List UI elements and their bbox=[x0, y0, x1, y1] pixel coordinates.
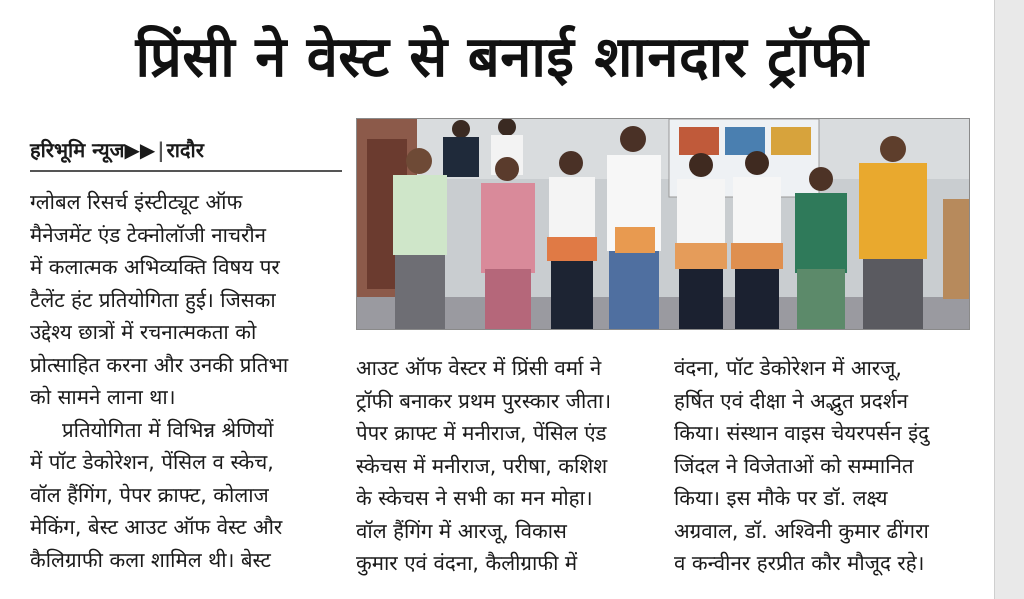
byline-place: रादौर bbox=[166, 138, 204, 162]
article-line: मैनेजमेंट एंड टेक्नोलॉजी नाचरौन bbox=[30, 222, 267, 247]
article-line: हर्षित एवं दीक्षा ने अद्भुत प्रदर्शन bbox=[674, 388, 909, 413]
article-line: किया। संस्थान वाइस चेयरपर्सन इंदु bbox=[674, 421, 930, 445]
article-line: कैलिग्राफी कला शामिल थी। बेस्ट bbox=[30, 547, 271, 572]
article-line: में कलात्मक अभिव्यक्ति विषय पर bbox=[30, 255, 280, 279]
article-line: में पॉट डेकोरेशन, पेंसिल व स्केच, bbox=[30, 450, 274, 474]
article-line: वंदना, पॉट डेकोरेशन में आरजू, bbox=[674, 356, 902, 380]
article-line: वॉल हैंगिंग, पेपर क्राफ्ट, कोलाज bbox=[30, 482, 269, 507]
article-line: आउट ऑफ वेस्टर में प्रिंसी वर्मा ने bbox=[356, 356, 602, 380]
article-line: मेकिंग, बेस्ट आउट ऑफ वेस्ट और bbox=[30, 515, 283, 539]
article-line: उद्देश्य छात्रों में रचनात्मकता को bbox=[30, 320, 257, 344]
news-photo bbox=[356, 118, 970, 330]
article-line: व कन्वीनर हरप्रीत कौर मौजूद रहे। bbox=[674, 551, 925, 575]
group-photo-icon bbox=[357, 119, 969, 329]
article-line: के स्केचस ने सभी का मन मोहा। bbox=[356, 486, 593, 510]
article-line: प्रतियोगिता में विभिन्न श्रेणियों bbox=[62, 417, 274, 442]
byline-divider: | bbox=[157, 138, 165, 162]
article-column-1 bbox=[30, 186, 338, 576]
article-line: को सामने लाना था। bbox=[30, 385, 176, 409]
byline-agency: हरिभूमि न्यूज bbox=[30, 138, 125, 162]
article-line: जिंदल ने विजेताओं को सम्मानित bbox=[674, 453, 914, 478]
article-line: स्केचस में मनीराज, परीषा, कशिश bbox=[356, 453, 608, 478]
article-line: ग्लोबल रिसर्च इंस्टीट्यूट ऑफ bbox=[30, 190, 243, 214]
article-line: किया। इस मौके पर डॉ. लक्ष्य bbox=[674, 486, 888, 510]
article-line: अग्रवाल, डॉ. अश्विनी कुमार ढींगरा bbox=[674, 518, 929, 543]
article-line: पेपर क्राफ्ट में मनीराज, पेंसिल एंड bbox=[356, 421, 607, 445]
arrow-icon: ▶▶ bbox=[124, 138, 156, 162]
page-edge-strip bbox=[994, 0, 1024, 599]
article-line: वॉल हैंगिंग में आरजू, विकास bbox=[356, 518, 567, 543]
article-line: प्रोत्साहित करना और उनकी प्रतिभा bbox=[30, 352, 289, 377]
byline bbox=[30, 130, 342, 172]
article-line: कुमार एवं वंदना, कैलीग्राफी में bbox=[356, 551, 578, 575]
article-column-3 bbox=[674, 352, 974, 580]
article-column-2 bbox=[356, 352, 650, 580]
article-line: ट्रॉफी बनाकर प्रथम पुरस्कार जीता। bbox=[356, 388, 612, 413]
headline: प्रिंसी ने वेस्ट से बनाई शानदार ट्रॉफी bbox=[135, 25, 869, 90]
article-line: टैलेंट हंट प्रतियोगिता हुई। जिसका bbox=[30, 287, 276, 312]
